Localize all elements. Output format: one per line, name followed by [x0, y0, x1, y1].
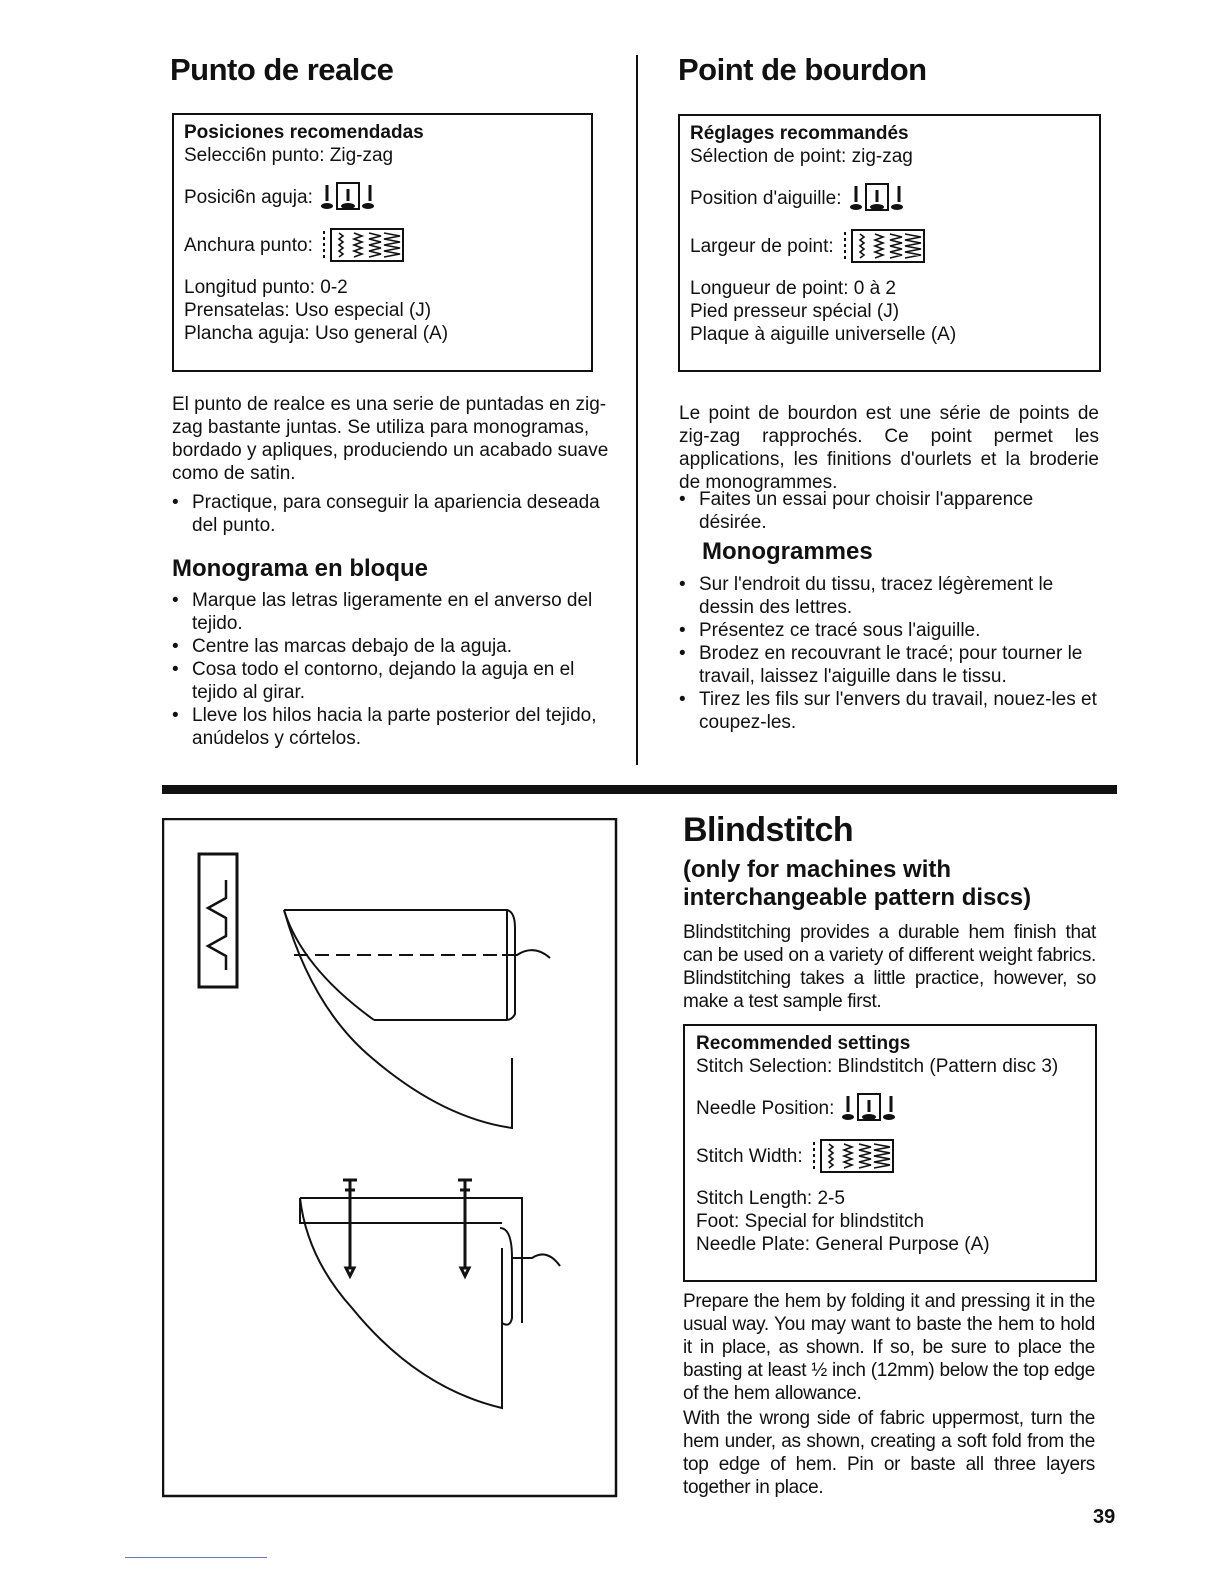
right-bullets: [679, 573, 1099, 734]
needle-position-label: Posici6n aguja:: [184, 186, 313, 208]
settings-heading: Posiciones recomendadas: [184, 122, 424, 143]
right-intro-bullets: [679, 488, 1099, 534]
left-title: Punto de realce: [170, 52, 394, 87]
blindstitch-subtitle-2: interchangeable pattern discs): [683, 884, 1032, 911]
stitch-length: Longueur de point: 0 à 2: [690, 278, 897, 299]
stitch-width-label: Anchura punto:: [184, 234, 313, 256]
list-item: • Centre las marcas debajo de la aguja.: [172, 635, 624, 658]
left-intro: El punto de realce es una serie de puntadas en zig-zag bastante juntas. Se utiliza para monogramas, bordado y apliques, produciendo un acabado suave como de satin.: [172, 394, 609, 484]
blindstitch-intro: Blindstitching provides a durable hem finish that can be used on a variety of different weight fabrics. Blindstitching takes a little practice, however, so make a test sample first.: [683, 922, 1096, 1012]
needle-plate: Plaque à aiguille universelle (A): [690, 324, 957, 345]
list-item: • Cosa todo el contorno, dejando la aguja en el tejido al girar.: [172, 658, 624, 704]
list-item: • Brodez en recouvrant le tracé; pour tourner le travail, laissez l'aiguille dans le tissu.: [679, 642, 1099, 688]
blindstitch-para-1: Prepare the hem by folding it and pressing it in the usual way. You may want to baste the hem to hold it in place, as shown. If so, be sure to place the basting at least ½ inch (12mm) below the top edge of the hem allowance.: [683, 1291, 1095, 1404]
list-item: • Présentez ce tracé sous l'aiguille.: [679, 619, 1099, 642]
needle-position-icon: [850, 182, 910, 214]
list-item: • Tirez les fils sur l'envers du travail, nouez-les et coupez-les.: [679, 688, 1099, 734]
hem-illustration: [162, 818, 618, 1498]
left-bullets: [172, 589, 624, 750]
stitch-width-icon: [321, 227, 421, 263]
list-item: • Sur l'endroit du tissu, tracez légèrement le dessin des lettres.: [679, 573, 1099, 619]
presser-foot: Pied presseur spécial (J): [690, 301, 900, 322]
settings-heading: Recommended settings: [696, 1033, 911, 1054]
blindstitch-title: Blindstitch: [683, 811, 854, 849]
blindstitch-subtitle-1: (only for machines with: [683, 856, 952, 883]
needle-position-label: Needle Position:: [696, 1097, 835, 1119]
right-title: Point de bourdon: [678, 52, 927, 87]
stitch-width-icon: [842, 228, 942, 264]
list-item: • Practique, para conseguir la apariencia deseada del punto.: [172, 491, 622, 537]
needle-position-icon: [321, 181, 381, 213]
right-subheading: Monogrammes: [702, 538, 873, 565]
stitch-selection: Selecci6n punto: Zig-zag: [184, 145, 394, 166]
right-settings-box: [678, 114, 1101, 372]
stitch-width-label: Largeur de point:: [690, 235, 834, 257]
list-item: • Faites un essai pour choisir l'apparence désirée.: [679, 488, 1099, 534]
needle-position-icon: [842, 1092, 902, 1124]
stitch-width-label: Stitch Width:: [696, 1145, 803, 1167]
presser-foot: Foot: Special for blindstitch: [696, 1211, 925, 1232]
blindstitch-settings-box: [683, 1024, 1097, 1282]
blindstitch-pattern-icon: [199, 854, 237, 987]
presser-foot: Prensatelas: Uso especial (J): [184, 300, 432, 321]
right-intro: Le point de bourdon est une série de points de zig-zag rapprochés. Ce point permet les applications, les finitions d'ourlets et la broderie de monogrammes.: [679, 403, 1099, 493]
stitch-selection: Sélection de point: zig-zag: [690, 146, 913, 167]
page-number: 39: [1093, 1506, 1116, 1528]
stitch-width-icon: [811, 1138, 911, 1174]
needle-position-label: Position d'aiguille:: [690, 187, 842, 209]
settings-heading: Réglages recommandés: [690, 123, 909, 144]
needle-plate: Plancha aguja: Uso general (A): [184, 323, 449, 344]
left-settings-box: [172, 113, 593, 372]
list-item: • Marque las letras ligeramente en el anverso del tejido.: [172, 589, 624, 635]
left-intro-bullets: [172, 491, 622, 537]
stitch-length: Stitch Length: 2-5: [696, 1188, 845, 1209]
needle-plate: Needle Plate: General Purpose (A): [696, 1234, 990, 1255]
stitch-length: Longitud punto: 0-2: [184, 277, 348, 298]
stitch-selection: Stitch Selection: Blindstitch (Pattern disc 3): [696, 1056, 1059, 1077]
footer-line: [125, 1557, 267, 1558]
blindstitch-para-2: With the wrong side of fabric uppermost, turn the hem under, as shown, creating a soft fold from the top edge of hem. Pin or baste all three layers together in place.: [683, 1408, 1095, 1498]
left-subheading: Monograma en bloque: [172, 555, 429, 582]
list-item: • Lleve los hilos hacia la parte posterior del tejido, anúdelos y córtelos.: [172, 704, 624, 750]
column-divider: [636, 55, 638, 765]
section-rule: [162, 785, 1117, 794]
